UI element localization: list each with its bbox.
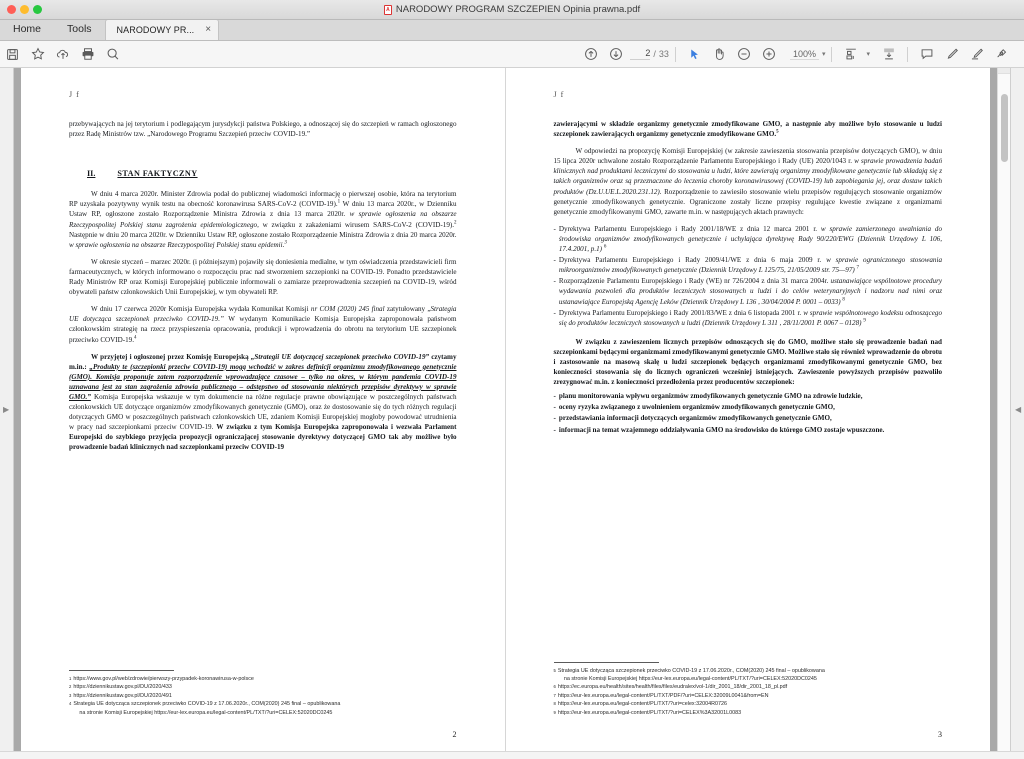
list-item-text: przedstawiania informacji dotyczących organizmów zmodyfikowanych genetycznie GMO, xyxy=(558,414,832,423)
list-item xyxy=(554,308,943,328)
list-item-text: informacji na temat wzajemnego oddziaływania GMO na środowisko do którego GMO zostaje wpuszczone. xyxy=(558,425,885,434)
cloud-upload-icon[interactable] xyxy=(50,42,75,66)
zoom-out-icon[interactable] xyxy=(732,42,757,66)
footnote-number: 1 xyxy=(69,675,72,681)
search-icon[interactable] xyxy=(100,42,125,66)
footnote-number: 7 xyxy=(553,692,556,698)
p5b: czytamy m.in.: xyxy=(69,352,457,371)
zoom-level-control[interactable] xyxy=(790,49,826,60)
paragraph-facts-1 xyxy=(69,189,457,250)
next-page-icon[interactable] xyxy=(603,42,628,66)
scrollbar-track-cap xyxy=(998,68,1010,74)
act-title: Dyrektywa Parlamentu Europejskiego i Rady 2009/41/WE z dnia 6 maja 2009 r. xyxy=(558,256,827,265)
p2a: W dniu 4 marca 2020r. Minister Zdrowia podał do publicznej wiadomości informację o pierwszej osobie, która na terytorium RP uzyskała pozytywny wynik testu na obecność koronawirusa SARS-CoV-2 (COVID-19). xyxy=(69,190,457,209)
p2d: Następnie w dniu 20 marca 2020r. w Dzienniku Ustaw RP, ogłoszone zostało Rozporządzenie Ministra Zdrowia z dnia 20 marca 2020r. xyxy=(69,230,457,239)
footnote-text[interactable]: https://dziennikustaw.gov.pl/DU/2020/433 xyxy=(73,684,172,691)
act-citation: w sprawie wspólnotowego kodeksu odnoszącego się do produktów leczniczych stosowanych u ludzi (Dziennik Urzędowy L 311 , 28/11/2001 P. 0067 – 0128) xyxy=(558,308,942,327)
page-navigation-group xyxy=(578,42,669,66)
footnote-item xyxy=(554,700,943,708)
list-item-text xyxy=(559,255,942,275)
page-3-footnotes xyxy=(554,662,943,717)
highlight-text-icon[interactable] xyxy=(939,42,964,66)
menu-tools[interactable]: Tools xyxy=(67,23,92,35)
left-gutter xyxy=(14,68,21,751)
window-controls[interactable] xyxy=(0,5,42,14)
footnote-text-line1: Strategia UE dotycząca szczepionek przeciwko COVID-19 z 17.06.2020r., COM(2020) 245 final – opublikowana xyxy=(73,701,341,708)
footnote-ref-1[interactable]: 1 xyxy=(337,200,341,206)
navigation-pane-collapsed[interactable] xyxy=(0,68,14,751)
section-heading xyxy=(87,169,457,179)
page-number-control[interactable] xyxy=(630,48,669,60)
pdf-page-2 xyxy=(21,68,506,751)
document-workspace xyxy=(0,68,1024,751)
r1bold: zawierającymi w składzie organizmy genetycznie zmodyfikowane GMO, a następnie aby możliwe było stosowanie u ludzi szczepionek zawierających organizmy genetycznie zmodyfikowane GMO. xyxy=(553,120,942,139)
document-tab-label: NARODOWY PR... xyxy=(116,25,195,35)
list-item xyxy=(554,425,943,435)
scroll-mode-icon[interactable] xyxy=(876,42,901,66)
p4i1: nr COM (2020) 245 final xyxy=(310,305,385,314)
footnote-ref-3[interactable]: 3 xyxy=(284,240,287,246)
p2b: W dniu 13 marca 2020r., w Dzienniku Ustaw RP, ogłoszone zostało Rozporządzenie Ministra Zdrowia z dnia 13 marca 2020r. xyxy=(69,200,457,219)
footnote-ref-9[interactable]: 9 xyxy=(863,318,866,324)
window-title xyxy=(0,4,1024,15)
act-citation: w sprawie zamierzonego uwalniania do środowiska organizmów zmodyfikowanych genetycznie i uchylająca dyrektywę Rady 90/220/EWG (Dziennik Urzędowy L 106, 17.4.2001, p.1) xyxy=(558,224,942,254)
footnote-number: 8 xyxy=(553,701,556,707)
star-icon[interactable] xyxy=(25,42,50,66)
list-item xyxy=(554,402,943,412)
paragraph-facts-3 xyxy=(69,304,457,344)
section-heading-text: STAN FAKTYCZNY xyxy=(117,169,198,179)
footnote-number: 2 xyxy=(69,684,72,690)
footnote-number: 6 xyxy=(553,684,556,690)
r2a: W odpowiedzi na propozycję Komisji Europejskiej (w zakresie zawieszenia stosowania przepisów dotyczących GMO), w dniu 15 lipca 2020r uchwalone zostało Rozporządzenie Parlamentu Europejskiego i Rady (UE) 2020/1043 r. xyxy=(553,147,942,166)
list-bullet: - xyxy=(553,392,556,401)
p4c: W wydanym Komunikacie Komisja Europejska zaproponowała państwom członkowskim strategię na rzecz przyspieszenia opracowania, produkcji i wprowadzenia do obrotu na terytorium UE szczepionek przeciwko COVID-19. xyxy=(69,315,457,344)
footnote-item xyxy=(69,675,457,683)
footnote-text[interactable]: https://www.gov.pl/web/zdrowie/pierwszy-przypadek-koronawirusa-w-polsce xyxy=(73,675,254,682)
page-number-input[interactable]: 2 xyxy=(630,48,650,60)
footnote-ref-4[interactable]: 4 xyxy=(134,335,137,341)
p2c: w związku z zakażeniami wirusem SARS-CoV-2 (COVID-19). xyxy=(258,220,455,229)
footnote-separator xyxy=(69,670,174,671)
r2i: w sprawie prowadzenia badań klinicznych nad produktami leczniczymi do stosowania u ludzi, które zawierają organizmy zmodyfikowane genetycznie lub składają się z takich organizmów oraz są przeznaczone do leczenia choroby koronawirusowej (COVID-19) lub zapobiegania jej, oraz dostaw takich produktów (Dz.U.UE.L.2020.231.12). xyxy=(553,157,942,196)
p5i1: „Strategii UE dotyczącej szczepionek przeciwko COVID-19” xyxy=(250,352,430,361)
minimize-window-button[interactable] xyxy=(20,5,29,14)
status-bar xyxy=(0,751,1024,759)
p2i1: w sprawie ogłoszenia na obszarze Rzeczypospolitej Polskiej stanu zagrożenia epidemiologicznego, xyxy=(69,210,457,229)
p5c: Komisja Europejska wskazuje w tym dokumencie na różne regulacje prawne obowiązujące w poszczególnych państwach członkowskich UE dotyczące organizmów zmodyfikowanych genetycznie (GMO), oraz że dostosowanie się do tych różnych regulacji dotyczących GMO w poszczególnych państwach członkowskich UE, zdaniem Komisji Europejskiej mogłoby powodować utrudnienia w pracy nad szczepionkami przeciw COVID-19. xyxy=(69,392,457,432)
maximize-window-button[interactable] xyxy=(33,5,42,14)
list-bullet: - xyxy=(553,425,556,434)
list-bullet: - xyxy=(553,308,556,317)
legal-acts-list xyxy=(554,224,943,328)
list-bullet: - xyxy=(553,256,556,265)
page-viewer[interactable] xyxy=(21,68,990,751)
footnote-ref-7[interactable]: 7 xyxy=(856,265,860,271)
view-tools-group xyxy=(682,42,826,66)
paragraph-facts-4 xyxy=(69,352,457,453)
footnote-item xyxy=(69,700,457,717)
fill-and-sign-icon[interactable] xyxy=(989,42,1014,66)
r2b: Rozporządzenie to zawiesiło stosowanie wielu przepisów regulujących stosowanie organizmów genetycznie zmodyfikowanych genetycznie. Ograniczone zostały liczne przepisy regulujące kwestie związane z organizmami genetycznie zmodyfikowanymi GMO, zawarte m.in. w następujących aktach prawnych: xyxy=(553,187,942,216)
footnote-text[interactable]: https://dziennikustaw.gov.pl/DU/2020/491 xyxy=(73,692,172,699)
page-2-footnotes xyxy=(69,670,457,717)
page-folio-number: 3 xyxy=(938,730,942,739)
footnote-number: 9 xyxy=(553,709,556,715)
list-item-text xyxy=(559,308,942,328)
cursor-select-icon[interactable] xyxy=(682,42,707,66)
page-display-group xyxy=(838,42,901,66)
zoom-in-icon[interactable] xyxy=(757,42,782,66)
list-item-text: planu monitorowania wpływu organizmów zmodyfikowanych genetycznie GMO na zdrowie ludzkie, xyxy=(558,392,863,401)
act-title: Dyrektywa Parlamentu Europejskiego i Rady 2001/18/WE z dnia 12 marca 2001 r. xyxy=(558,224,821,233)
add-comment-icon[interactable] xyxy=(914,42,939,66)
paragraph-continuation: przebywających na jej terytorium i podlegającym jurysdykcji państwa Polskiego, a odnoszącej się do szczepień w ramach ogłoszonego przez Radę Ministrów tzw. „Narodowego Programu Szczepień przeciw COVID-19.” xyxy=(69,120,457,139)
menu-home[interactable]: Home xyxy=(13,23,42,35)
footnote-item xyxy=(554,692,943,700)
footnote-ref-6[interactable]: 6 xyxy=(603,244,607,250)
footnote-item xyxy=(554,667,943,684)
list-item xyxy=(554,224,943,254)
footnote-text[interactable]: https://eur-lex.europa.eu/legal-content/PL/TXT/?uri=CELEX%3A32001L0083 xyxy=(557,709,742,716)
act-citation: w sprawie ograniczonego stosowania mikroorganizmów zmodyfikowanych genetycznie (Dziennik Urzędowy L 125/75, 21/05/2009 str. 75—97) xyxy=(558,256,942,275)
close-window-button[interactable] xyxy=(7,5,16,14)
scrollbar-thumb[interactable] xyxy=(1001,94,1008,162)
page-fit-icon[interactable] xyxy=(838,42,863,66)
page-3-body xyxy=(554,119,943,435)
right-gutter xyxy=(990,68,997,751)
paragraph-facts-2: W okresie styczeń – marzec 2020r. (i późniejszym) pojawiły się doniesienia medialne, w tym oświadczenia przedstawicieli firm farmaceutycznych, w których informowano o rozpoczęciu prac nad stworzeniem szczepionki na COVID-19. Ponadto przedstawiciele Rady Ministrów RP oraz Komisji Europejskiej publicznie informowali o zamiarze przeprowadzenia szczepień na COVID-19, wśród obywateli państw członkowskich Unii Europejskiej, w tym obywateli RP. xyxy=(69,257,457,297)
toolbar-divider-2 xyxy=(831,47,832,62)
window-title-text: NARODOWY PROGRAM SZCZEPIEN Opinia prawna.pdf xyxy=(395,4,641,15)
footnote-item xyxy=(69,692,457,700)
footnote-text[interactable] xyxy=(73,700,456,717)
footnote-text[interactable]: https://eur-lex.europa.eu/legal-content/PL/TXT/PDF/?uri=CELEX:32009L0041&from=EN xyxy=(557,692,769,699)
waived-requirements-list xyxy=(554,391,943,434)
toolbar-divider-3 xyxy=(907,47,908,62)
footnote-ref-8[interactable]: 8 xyxy=(842,297,845,303)
list-bullet: - xyxy=(553,414,556,423)
expand-navigation-icon[interactable]: ▶ xyxy=(3,404,10,414)
page-folio-number: 2 xyxy=(452,730,457,739)
list-item-text: oceny ryzyka związanego z uwolnieniem organizmów zmodyfikowanych genetycznie GMO, xyxy=(558,403,835,412)
paragraph-regulation xyxy=(554,146,943,217)
page-header-mark: J f xyxy=(69,90,80,99)
footnote-item xyxy=(554,683,943,691)
footnote-separator xyxy=(554,662,659,663)
page-separator: / xyxy=(653,49,656,59)
p4b: zatytułowany „ xyxy=(384,305,431,314)
footnote-text[interactable] xyxy=(558,667,942,684)
list-item-text xyxy=(559,224,942,254)
window-title-bar xyxy=(0,0,1024,20)
footnote-item xyxy=(69,683,457,691)
print-icon[interactable] xyxy=(75,42,100,66)
footnote-text[interactable]: https://eur-lex.europa.eu/legal-content/PL/TXT/?uri=celex:32004R0726 xyxy=(557,701,728,708)
pdf-page-3 xyxy=(506,68,991,751)
hand-pan-icon[interactable] xyxy=(707,42,732,66)
chevron-down-icon[interactable]: ▾ xyxy=(821,51,826,58)
file-actions-group xyxy=(0,42,125,66)
p2i2: w sprawie ogłoszenia na obszarze Rzeczypospolitej Polskiej stanu epidemii. xyxy=(69,240,285,249)
act-title: Rozporządzenie Parlamentu Europejskiego i Rady (WE) nr 726/2004 z dnia 31 marca 2004r. xyxy=(558,277,831,286)
act-citation: ustanawiające wspólnotowe procedury wydawania pozwoleń dla produktów leczniczych stosowanych u ludzi i do celów weterynaryjnych i nadzoru nad nimi oraz ustanawiające Europejską Agencję Leków (Dziennik Urzędowy L 136 , 30/04/2004 P. 0001 – 0033) xyxy=(558,277,942,306)
footnote-ref-5[interactable]: 5 xyxy=(776,129,779,135)
zoom-level-value[interactable]: 100% xyxy=(790,49,819,60)
footnote-number: 3 xyxy=(69,692,72,698)
section-heading-number: II. xyxy=(87,169,96,179)
close-icon[interactable]: × xyxy=(205,24,212,35)
toolbar-divider xyxy=(675,47,676,62)
tools-pane-collapsed[interactable] xyxy=(1010,68,1024,751)
paragraph-consequences: W związku z zawieszeniem licznych przepisów odnoszących się do GMO, możliwe stało się prowadzenie badań nad szczepionkami będącymi organizmami zmodyfikowanymi genetycznie GMO. Możliwe stało się również wprowadzenie do obrotu i zastosowanie na masową skalę u ludzi szczepionek będących organizmami zmodyfikowanymi genetycznie GMO, bez konieczności stosowania się do licznych ograniczeń wcześniej istniejących. Zawieszenie powyższych przepisów pozwoliło zrezygnować m.in. z konieczności przedłożenia przez producentów szczepionek: xyxy=(553,337,942,387)
p5a: W przyjętej i ogłoszonej przez Komisję Europejską xyxy=(91,352,251,361)
act-title: Dyrektywa Parlamentu Europejskiego i Rady 2001/83/WE z dnia 6 listopada 2001 r. xyxy=(558,308,804,317)
chevron-down-icon-pagefit[interactable]: ▾ xyxy=(866,51,870,58)
previous-page-icon[interactable] xyxy=(578,42,603,66)
save-icon[interactable] xyxy=(0,42,25,66)
annotation-tools-group xyxy=(914,42,1024,66)
p4a: W dniu 17 czerwca 2020r Komisja Europejska wydała Komunikat Komisji xyxy=(91,305,311,314)
list-bullet: - xyxy=(553,277,556,286)
list-item xyxy=(554,255,943,275)
paragraph-continuation-bold xyxy=(554,119,943,139)
document-tab[interactable] xyxy=(105,19,220,40)
quoted-strategy-text: „Produkty te (szczepionki przeciw COVID-19) mogą wchodzić w zakres definicji organizmu zmodyfikowanego genetycznie (GMO). Komisja proponuje zatem rozporządzenie wprowadzające czasowe – tylko na okres, w którym pandemia COVID-19 uznawana jest za stan zagrożenia zdrowia publicznego – odstępstwo od stosowania niektórych przepisów dyrektywy w sprawie GMO.” xyxy=(69,362,457,401)
footnote-text-line1: Strategia UE dotycząca szczepionek przeciwko COVID-19 z 17.06.2020r., COM(2020) 245 final – opublikowana xyxy=(557,667,825,674)
page-total-count: 33 xyxy=(658,49,669,59)
p4i2: Strategia UE dotycząca szczepionek przeciwko COVID-19.” xyxy=(69,305,457,324)
page-header-mark: J f xyxy=(553,90,565,99)
list-item xyxy=(554,391,943,401)
expand-tools-icon[interactable]: ◀ xyxy=(1015,404,1022,414)
footnote-text[interactable]: https://ec.europa.eu/health/sites/health/files/files/eudralex/vol-1/dir_2001_18/dir_2001_18_pl.pdf xyxy=(557,684,788,691)
page-2-body xyxy=(69,119,457,453)
footnote-number: 4 xyxy=(69,701,72,707)
footnote-item xyxy=(554,709,943,717)
p5bold: W związku z tym Komisja Europejska zaproponowała i wezwała Parlament Europejski do szybkiego przyjęcia propozycji ograniczającej stosowanie dyrektywy dotyczącej GMO tak aby możliwe było prowadzenie badań klinicznych nad szczepionkami przeciw COVID-19 xyxy=(69,423,457,452)
list-item xyxy=(554,413,943,423)
pdf-file-icon: A xyxy=(384,5,392,15)
list-item xyxy=(554,276,943,306)
draw-freehand-icon[interactable] xyxy=(964,42,989,66)
list-bullet: - xyxy=(553,224,556,233)
tab-strip xyxy=(0,20,1024,41)
footnote-number: 5 xyxy=(553,667,556,673)
list-item-text xyxy=(559,276,942,306)
list-bullet: - xyxy=(553,403,556,412)
main-toolbar xyxy=(0,41,1024,68)
footnote-ref-2[interactable]: 2 xyxy=(454,220,457,226)
footnote-text-line2: na stronie Komisji Europejskiej https://eur-lex.europa.eu/legal-content/PL/TXT/?uri=CELEX:52020DC0245 xyxy=(563,675,817,682)
vertical-scrollbar[interactable] xyxy=(997,68,1010,751)
footnote-text-line2: na stronie Komisji Europejskiej https://eur-lex.europa.eu/legal-content/PL/TXT/?uri=CELEX:52020DC0245 xyxy=(79,709,333,716)
